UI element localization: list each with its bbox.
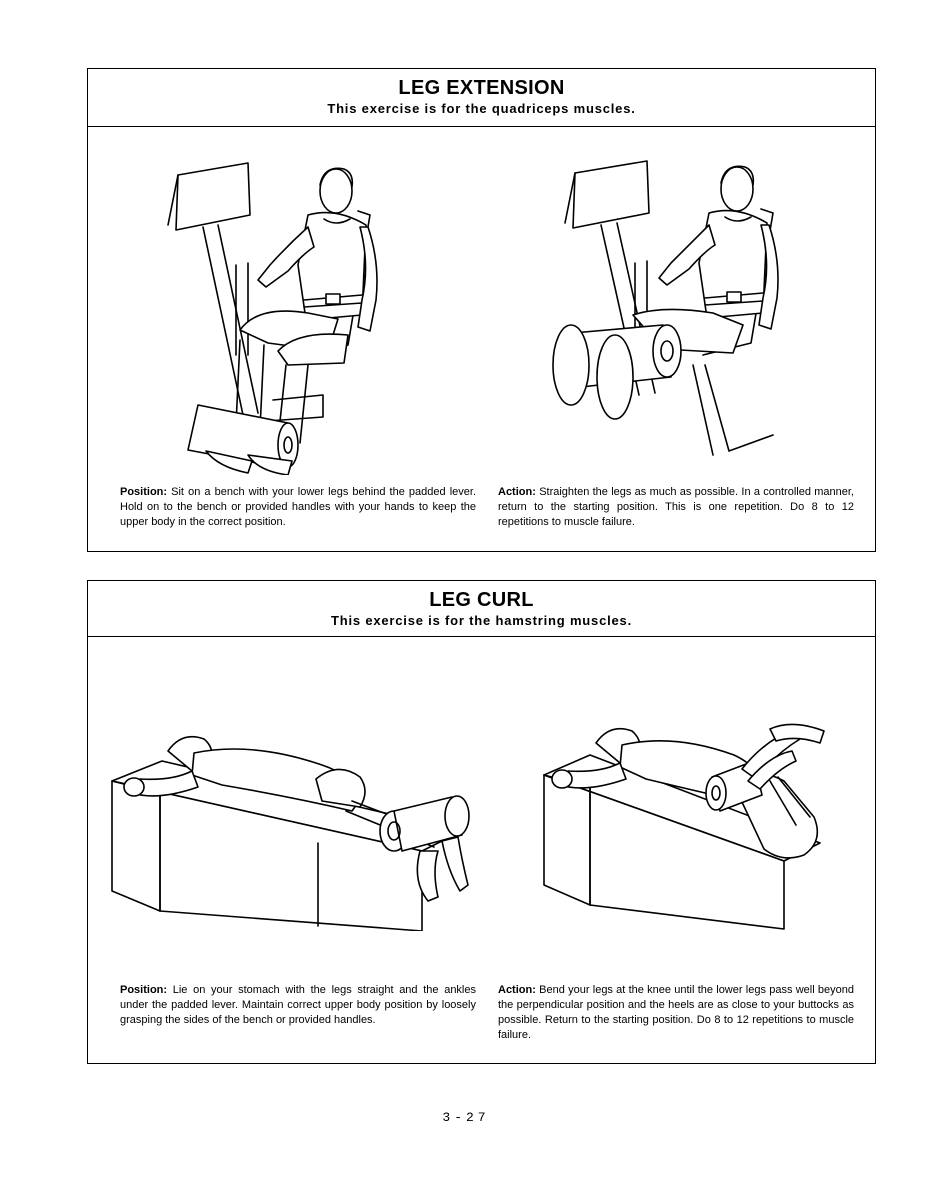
page-number: 3-27: [442, 1110, 490, 1125]
leg-extension-position-caption: [120, 485, 476, 530]
leg-extension-action-illustration: [543, 155, 833, 475]
leg-extension-start-illustration: [148, 155, 408, 475]
leg-curl-start-illustration: [102, 731, 472, 931]
leg-curl-subtitle: This exercise is for the hamstring muscles.: [330, 613, 632, 628]
leg-extension-action-text: Straighten the legs as much as possible. In a controlled manner, return to the starting position. This is one repetition. Do 8 to 12 repetitions to muscle failure.: [498, 486, 854, 528]
leg-curl-header: [88, 581, 875, 637]
leg-curl-position-label: Position:: [120, 984, 168, 996]
leg-extension-header: [88, 69, 875, 127]
leg-extension-subtitle: This exercise is for the quadriceps muscles.: [327, 101, 636, 116]
leg-curl-panel: [87, 580, 876, 1064]
leg-extension-position-text: Sit on a bench with your lower legs behind the padded lever. Hold on to the bench or provided handles with your hands to keep the upper body in the correct position.: [120, 486, 476, 528]
leg-curl-action-caption: [498, 983, 854, 1043]
leg-curl-action-illustration: [534, 721, 834, 931]
leg-extension-title: LEG EXTENSION: [398, 77, 565, 99]
leg-curl-position-text: Lie on your stomach with the legs straight and the ankles under the padded lever. Maintain correct upper body position by loosely grasping the sides of the bench or provided handles.: [120, 984, 476, 1026]
leg-extension-panel: [87, 68, 876, 552]
leg-extension-position-label: Position:: [120, 486, 168, 498]
leg-extension-action-label: Action:: [498, 486, 536, 498]
leg-curl-action-label: Action:: [498, 984, 536, 996]
leg-extension-action-caption: [498, 485, 854, 530]
leg-curl-title: LEG CURL: [429, 589, 534, 611]
leg-curl-position-caption: [120, 983, 476, 1028]
leg-curl-action-text: Bend your legs at the knee until the lower legs pass well beyond the perpendicular position and the heels are as close to your buttocks as possible. Return to the starting position. Do 8 to 12 repetitions to muscle failure.: [498, 984, 855, 1041]
